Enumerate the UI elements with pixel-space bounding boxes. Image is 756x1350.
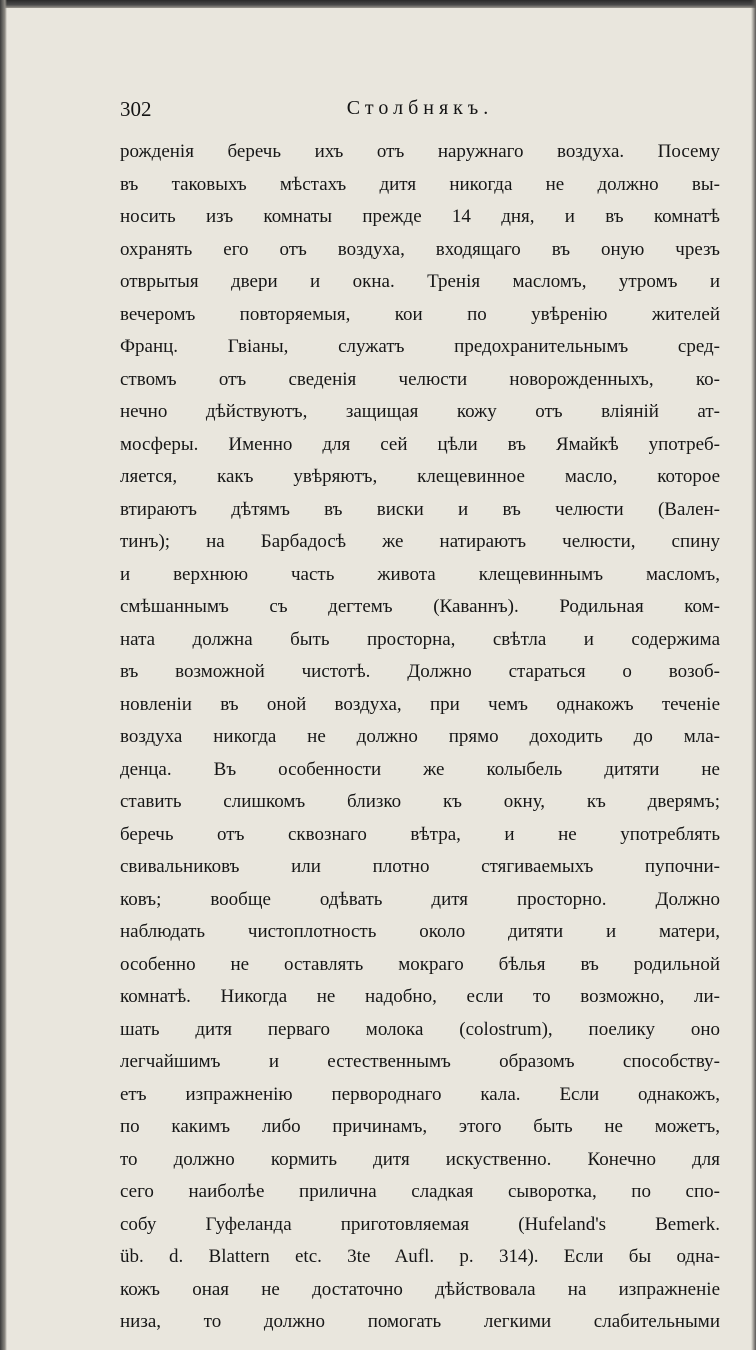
text-line: новленіи въ оной воздуха, при чемъ однакожъ теченіе [120,693,720,715]
text-line: тинъ); на Барбадосѣ же натираютъ челюсти, спину [120,531,720,552]
text-line: ляется, какъ увѣряютъ, клещевинное масло, которое [120,466,720,487]
running-title: Столбнякъ. [346,97,494,119]
text-line: рожденія беречь ихъ отъ наружнаго воздуха. Посему [120,141,720,162]
scan-border-top [0,0,756,8]
running-head [120,97,720,131]
text-line: въ таковыхъ мѣстахъ дитя никогда не должно вы- [120,173,720,195]
text-line: смѣшаннымъ съ дегтемъ (Каваннъ). Родильная ком- [120,596,720,617]
text-line: легчайшимъ и естественнымъ образомъ способству- [120,1051,720,1072]
text-line: втираютъ дѣтямъ въ виски и въ челюсти (Валeн- [120,498,720,520]
scan-border-left [0,0,7,1350]
text-line: наблюдать чистоплотность около дитяти и матери, [120,921,720,942]
text-line: кожъ оная не достаточно дѣйствовала на изпражненіе [120,1278,720,1300]
text-line: вечеромъ повторяемыя, кои по увѣренію жителей [120,303,720,325]
text-line: низа, то должно помогать легкими слабительными [120,1311,720,1332]
text-line: собу Гуфеланда приготовляемая (Hufeland's Bemerk. [120,1213,720,1235]
text-line: üb. d. Blattern etc. 3te Aufl. p. 314). Если бы одна- [120,1246,720,1267]
text-line: сего наиболѣе прилична сладкая сыворотка, по спо- [120,1181,720,1202]
text-line: охранять его отъ воздуха, входящаго въ оную чрезъ [120,238,720,260]
text-line: комнатѣ. Никогда не надобно, если то возможно, ли- [120,986,720,1007]
text-line: беречь отъ сквознаго вѣтра, и не употреблять [120,823,720,845]
page-number: 302 [120,97,152,121]
text-line: отврытыя двери и окна. Тренія масломъ, утромъ и [120,271,720,292]
text-line: воздуха никогда не должно прямо доходить до мла- [120,726,720,747]
scan-border-right [751,0,756,1350]
text-line: ната должна быть просторна, свѣтла и содержима [120,628,720,650]
text-line: шать дитя перваго молока (colostrum), поелику оно [120,1018,720,1040]
text-line: ствомъ отъ сведенія челюсти новорожденныхъ, ко- [120,368,720,390]
body-text [120,136,720,1339]
text-line: денца. Въ особенности же колыбель дитяти не [120,758,720,780]
text-line: въ возможной чистотѣ. Должно стараться о возоб- [120,661,720,682]
text-line: особенно не оставлять мокраго бѣлья въ родильной [120,953,720,975]
text-line: и верхнюю часть живота клещевиннымъ масломъ, [120,563,720,585]
text-line: свивальниковъ или плотно стягиваемыхъ пупочни- [120,856,720,877]
text-line: нечно дѣйствуютъ, защищая кожу отъ вліяній ат- [120,401,720,422]
text-line: Франц. Гвіаны, служатъ предохранительнымъ сред- [120,336,720,357]
text-line: мосферы. Именно для сей цѣли въ Ямайкѣ употреб- [120,433,720,455]
text-line: ставить слишкомъ близко къ окну, къ дверямъ; [120,791,720,812]
text-line: ковъ; вообще одѣвать дитя просторно. Должно [120,888,720,910]
text-line: то должно кормить дитя искуственно. Конечно для [120,1148,720,1170]
text-line: носить изъ комнаты прежде 14 дня, и въ комнатѣ [120,206,720,227]
text-line: етъ изпражненію первороднаго кала. Если однакожъ, [120,1083,720,1105]
text-line: по какимъ либо причинамъ, этого быть не можетъ, [120,1116,720,1137]
